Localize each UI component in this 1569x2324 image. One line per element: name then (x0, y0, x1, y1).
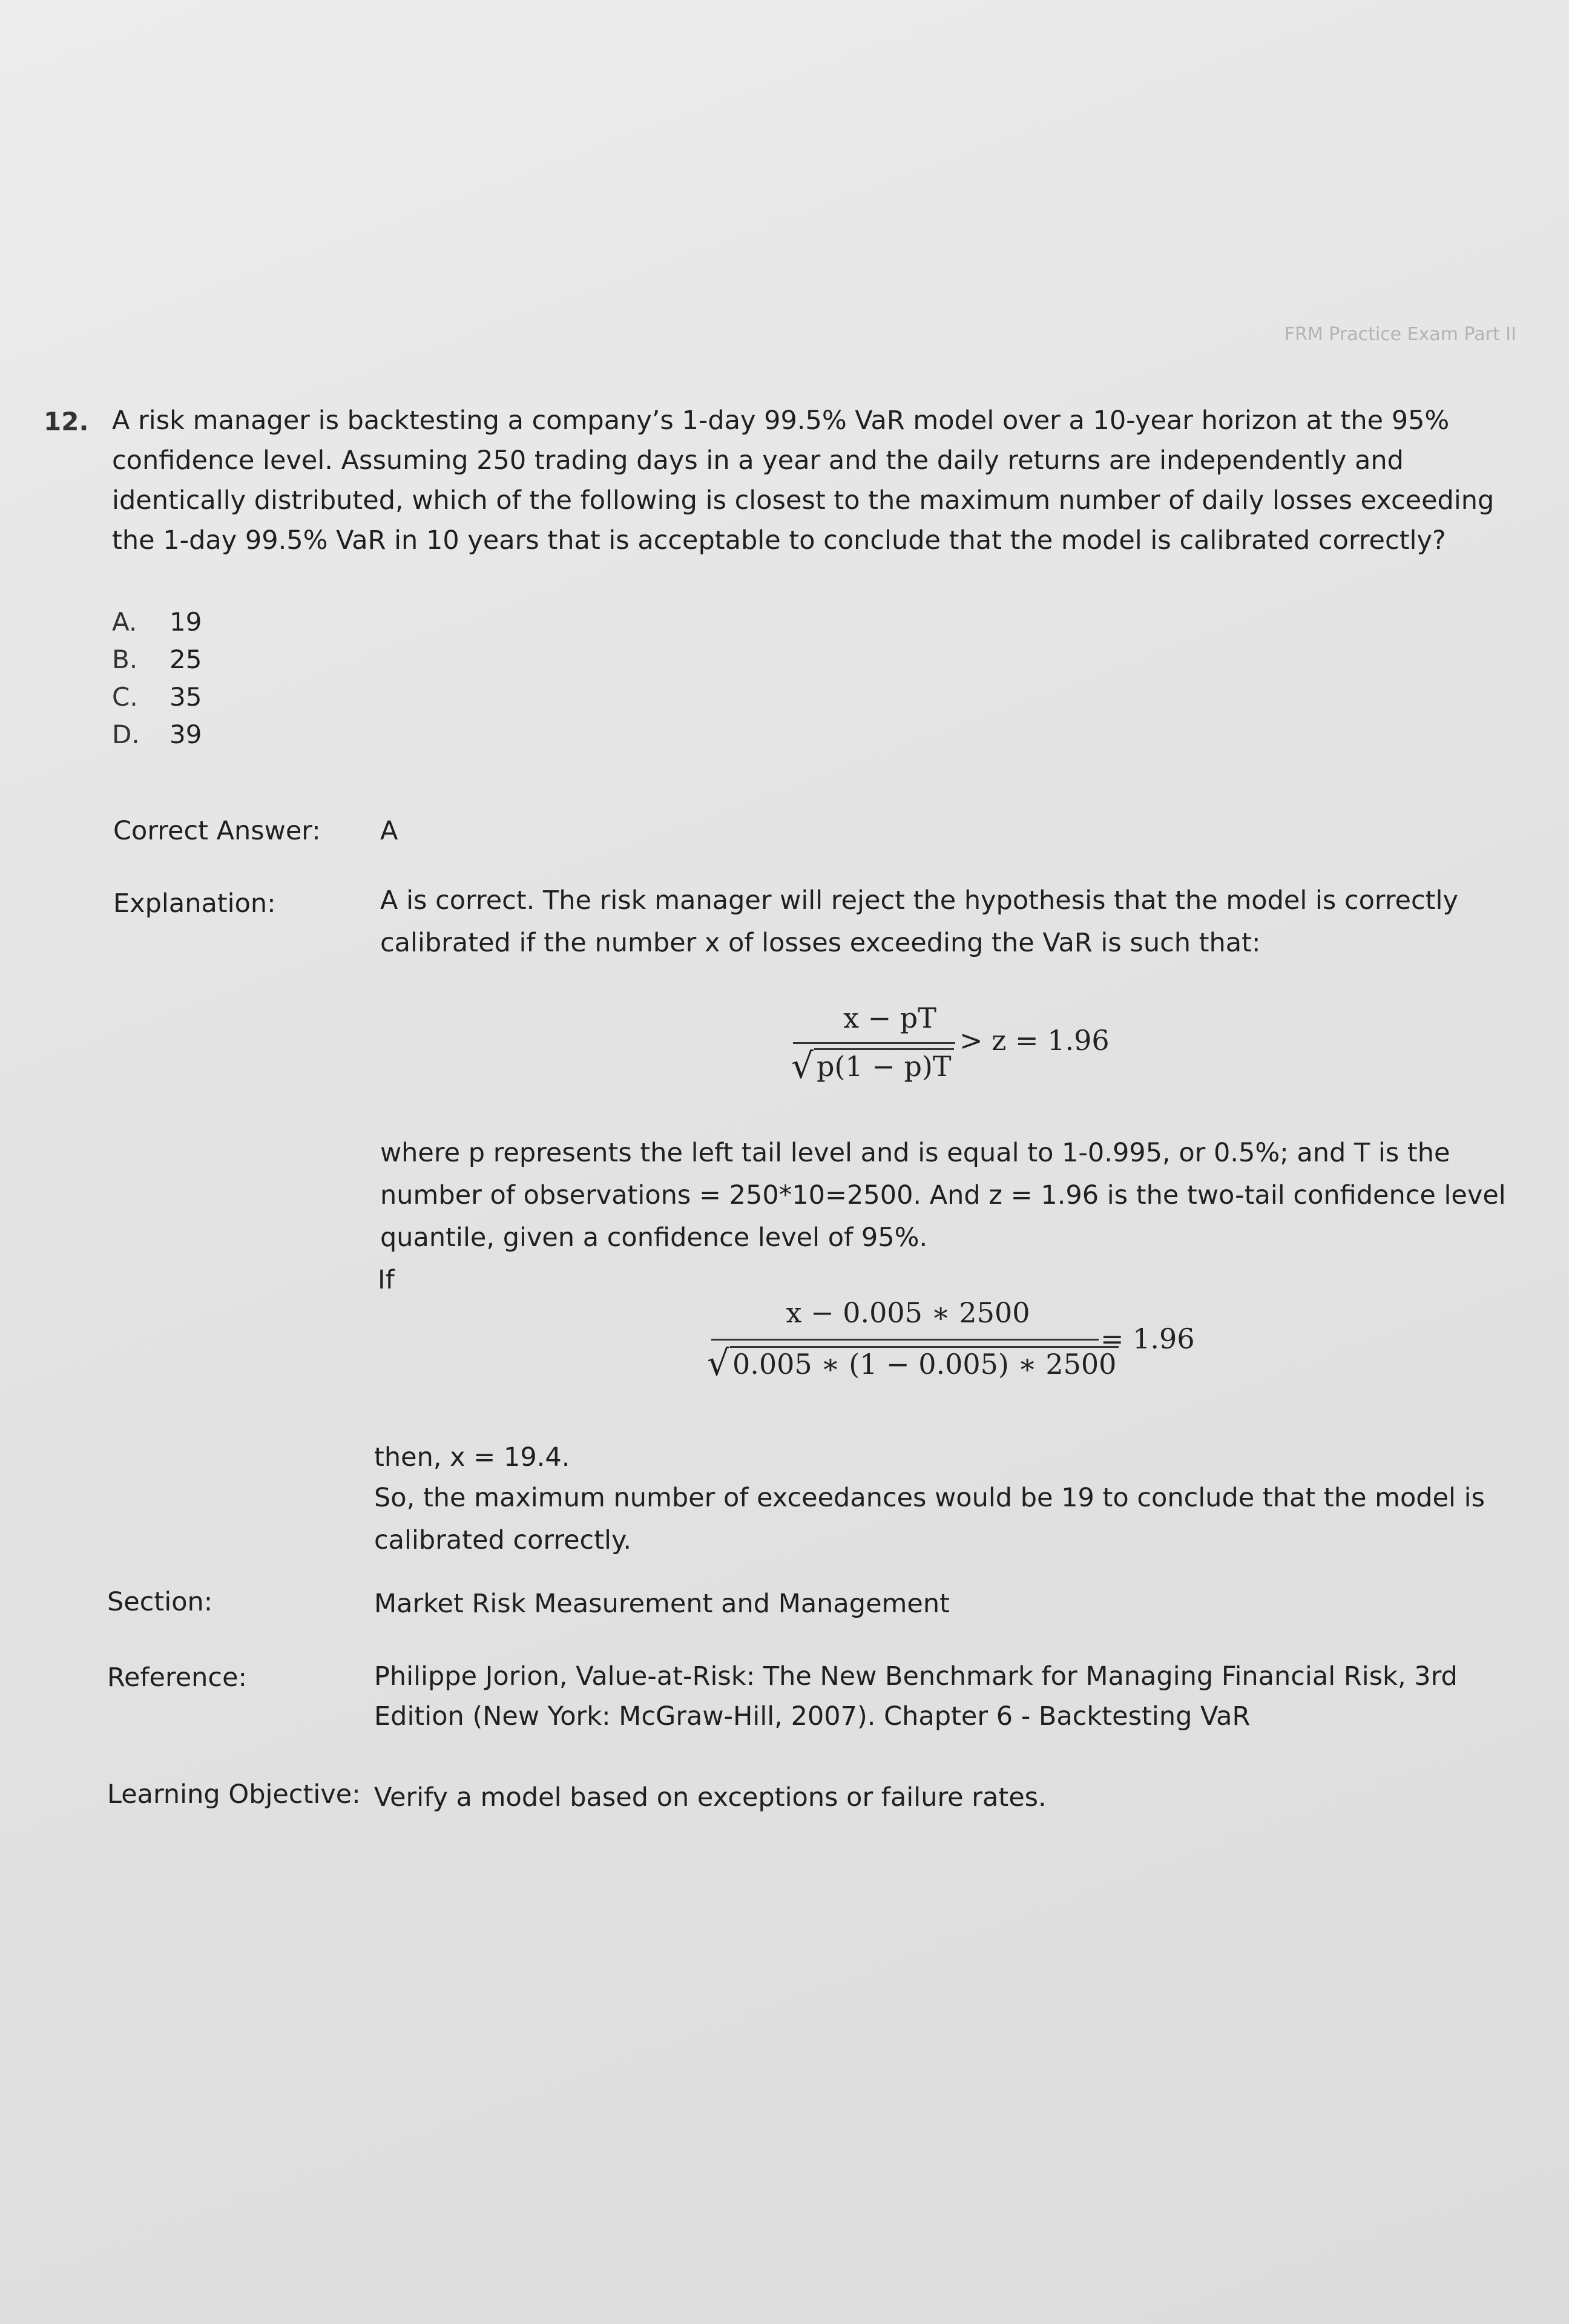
formula1-sqrt-icon: √ (791, 1045, 814, 1086)
option-c-value: 35 (169, 682, 202, 712)
option-a-letter: A. (112, 607, 137, 637)
formula2-rhs: = 1.96 (1100, 1322, 1195, 1355)
option-b-value: 25 (169, 645, 202, 674)
formula1-numerator: x − pT (843, 1002, 936, 1034)
explanation-if: If (378, 1265, 395, 1295)
formula2-fraction-bar (711, 1339, 1099, 1341)
formula1-rhs: > z = 1.96 (959, 1024, 1110, 1057)
formula1-fraction-bar (793, 1042, 955, 1044)
option-b-letter: B. (112, 645, 138, 674)
formula2-denominator: 0.005 ∗ (1 − 0.005) ∗ 2500 (730, 1346, 1119, 1380)
option-a-value: 19 (169, 607, 202, 637)
formula2-sqrt-icon: √ (707, 1342, 729, 1384)
learning-objective-value: Verify a model based on exceptions or failure rates. (374, 1782, 1047, 1813)
learning-objective-label: Learning Objective: (107, 1779, 361, 1810)
option-d-value: 39 (169, 720, 202, 749)
option-c-letter: C. (112, 682, 138, 712)
section-label: Section: (107, 1587, 213, 1617)
formula1-denominator: p(1 − p)T (814, 1048, 954, 1083)
correct-answer-label: Correct Answer: (113, 816, 321, 846)
correct-answer-value: A (380, 816, 398, 846)
option-d-letter: D. (112, 720, 140, 749)
exam-header: FRM Practice Exam Part II (1284, 324, 1516, 345)
explanation-then: then, x = 19.4. (374, 1442, 570, 1472)
formula2-numerator: x − 0.005 ∗ 2500 (786, 1296, 1030, 1329)
explanation-intro: A is correct. The risk manager will reject the hypothesis that the model is correctly calibrated if the number x of losses exceeding the VaR is such that: (380, 885, 1458, 958)
explanation-middle: where p represents the left tail level and is equal to 1-0.995, or 0.5%; and T is the number of observations = 250*10=2500. And z = 1.96 is the two-tail confidence level quantile, given a confidence level of 95%. (380, 1138, 1506, 1253)
reference-label: Reference: (107, 1663, 248, 1693)
explanation-label: Explanation: (113, 888, 276, 919)
section-value: Market Risk Measurement and Management (374, 1589, 950, 1619)
reference-value: Philippe Jorion, Value-at-Risk: The New Benchmark for Managing Financial Risk, 3rd Edition (New York: McGraw-Hill, 2007). Chapter 6 - Backtesting VaR (374, 1661, 1458, 1732)
explanation-conclusion: So, the maximum number of exceedances would be 19 to conclude that the model is calibrated correctly. (374, 1483, 1485, 1555)
question-text: A risk manager is backtesting a company’s 1-day 99.5% VaR model over a 10-year horizon at the 95% confidence level. Assuming 250 trading days in a year and the daily returns are independently and identically distributed, which of the following is closest to the maximum number of daily losses exceeding the 1-day 99.5% VaR in 10 years that is acceptable to conclude that the model is calibrated correctly? (112, 405, 1495, 556)
question-number: 12. (44, 407, 89, 436)
